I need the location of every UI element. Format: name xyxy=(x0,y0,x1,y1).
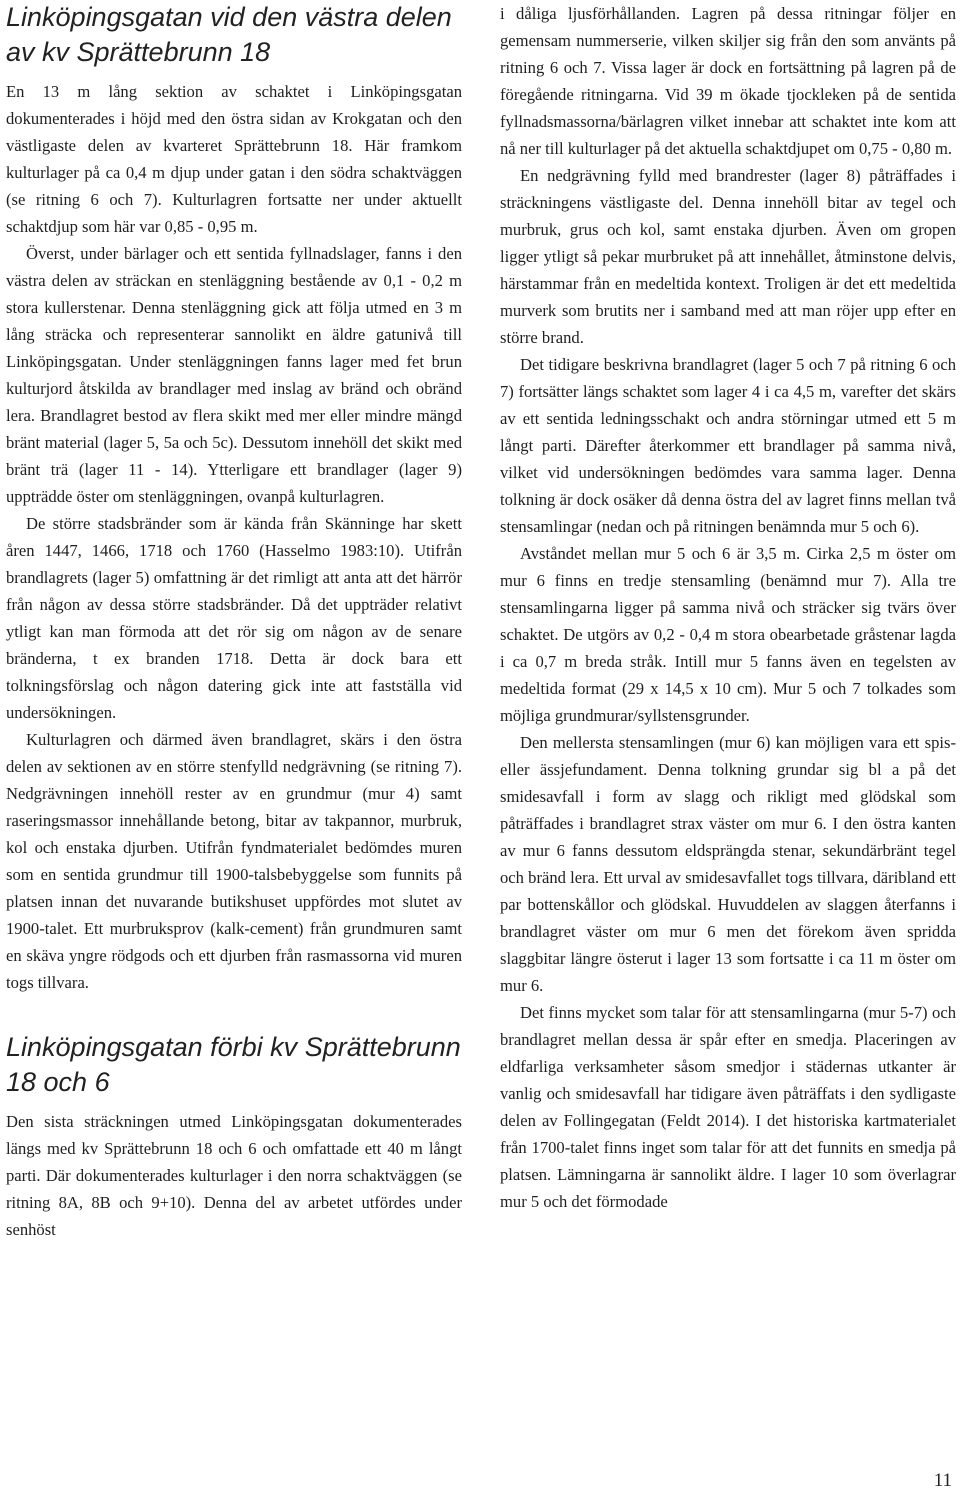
page-number: 11 xyxy=(933,1470,952,1491)
paragraph: Det tidigare beskrivna brandlagret (lager 5 och 7 på ritning 6 och 7) fortsätter längs schaktet som lager 4 i ca 4,5 m, varefter det skärs av ett sentida ledningsschakt och andra störningar utmed ett 5 m långt parti. Därefter återkommer ett brandlager på samma nivå, vilket vid undersökningen bedömdes vara samma lager. Denna tolkning är dock osäker då denna östra del av lagret finns mellan två stensamlingar (nedan och på ritningen benämnda mur 5 och 6). xyxy=(500,355,956,536)
paragraph: i dåliga ljusförhållanden. Lagren på dessa ritningar följer en gemensam nummerserie, vilken skiljer sig från den som använts på ritning 6 och 7. Vissa lager är dock en fortsättning på lagren på de föregående ritningarna. Vid 39 m ökade tjockleken på de sentida fyllnadsmassorna/bärlagren vilket innebar att schaktet inte kom att nå ner till kulturlager på det aktuella schaktdjupet om 0,75 - 0,80 m. xyxy=(500,4,956,158)
section-heading-1: Linköpingsgatan vid den västra delen av kv Sprättebrunn 18 xyxy=(6,2,452,68)
paragraph: En 13 m lång sektion av schaktet i Linköpingsgatan dokumenterades i höjd med den östra sidan av Krokgatan och den västligaste delen av kvarteret Sprättebrunn 18. Här framkom kulturlager på ca 0,4 m djup under gatan i den södra schaktväggen (se ritning 6 och 7). Kulturlagren fortsatte ner under aktuellt schaktdjup som här var 0,85 - 0,95 m. xyxy=(6,82,462,237)
paragraph: Det finns mycket som talar för att stensamlingarna (mur 5-7) och brandlagret mellan dessa är spår efter en smedja. Placeringen av eldfarliga verksamheter såsom smedjor i städernas utkanter är vanlig och smidesavfall har tidigare även påträffats i den sydligaste delen av Follingegatan (Feldt 2014). I det historiska kartmaterialet från 1700-talet finns inget som talar för att det funnits en smedja på platsen. Lämningarna är sannolikt äldre. I lager 10 som överlagrar mur 5 och det förmodade xyxy=(500,1003,956,1211)
paragraph: Den mellersta stensamlingen (mur 6) kan möjligen vara ett spis- eller ässjefundament. Denna tolkning grundar sig bl a på det smidesavfall i form av slagg och rikligt med glödskal som påträffades i brandlagret strax väster om mur 6. I den östra kanten av mur 6 fanns dessutom eldsprängda stenar, sekundärbränt tegel och bränd lera. Ett urval av smidesavfallet togs tillvara, däribland ett par bottenskållor och glödskal. Huvuddelen av slaggen återfanns i brandlagret väster om mur 6 men det förekom även spridda slaggbitar längre österut i lager 13 som fortsatte i ca 11 m öster om mur 6. xyxy=(500,733,956,995)
paragraph: En nedgrävning fylld med brandrester (lager 8) påträffades i sträckningens västligaste del. Denna innehöll bitar av tegel och murbruk, grus och kol, samt enstaka djurben. Även om gropen ligger ytligt så pekar murbruket på att innehållet, åtminstone delvis, härstammar från en medeltida kontext. Troligen är det ett medeltida murverk som brutits ner i samband med att man röjer upp efter en större brand. xyxy=(500,166,956,347)
section-heading-2: Linköpingsgatan förbi kv Sprättebrunn 18 och 6 xyxy=(6,1032,461,1098)
paragraph: Den sista sträckningen utmed Linköpingsgatan dokumenterades längs med kv Sprättebrunn 18 och 6 och omfattade ett 40 m långt parti. Där dokumenterades kulturlager i den norra schaktväggen (se ritning 8A, 8B och 9+10). Denna del av arbetet utfördes under senhöst xyxy=(6,1112,462,1240)
paragraph: De större stadsbränder som är kända från Skänninge har skett åren 1447, 1466, 1718 och 1760 (Hasselmo 1983:10). Utifrån brandlagrets (lager 5) omfattning är det rimligt att anta att det härrör från någon av dessa större stadsbränder. Då det uppträder relativt ytligt kan man förmoda att det rör sig om någon av de senare bränderna, t ex branden 1718. Detta är dock bara ett tolkningsförslag och någon datering gick inte att fastställa vid undersökningen. xyxy=(6,514,462,723)
paragraph: Kulturlagren och därmed även brandlagret, skärs i den östra delen av sektionen av en större stenfylld nedgrävning (se ritning 7). Nedgrävningen innehöll rester av en grundmur (mur 4) samt raseringsmassor innehållande betong, bitar av takpannor, murbruk, kol och enstaka djurben. Utifrån fyndmaterialet bedömdes muren som en sentida grundmur till 1900-talsbebyggelse som funnits på platsen innan det nuvarande butikshuset uppfördes mot slutet av 1900-talet. Ett murbruksprov (kalk-cement) från grundmuren samt en skäva yngre rödgods och ett djurben från rasmassorna vid muren togs tillvara. xyxy=(6,730,462,993)
right-column xyxy=(500,0,956,1215)
paragraph: Avståndet mellan mur 5 och 6 är 3,5 m. Cirka 2,5 m öster om mur 6 finns en tredje stensamling (benämnd mur 7). Alla tre stensamlingarna ligger på samma nivå och sträcker sig tvärs över schaktet. De utgörs av 0,2 - 0,4 m stora obearbetade gråstenar lagda i ca 0,7 m breda stråk. Intill mur 5 fanns även en tegelsten av medeltida format (29 x 14,5 x 10 cm). Mur 5 och 7 tolkades som möjliga grundmurar/syllstensgrunder. xyxy=(500,544,956,725)
left-column xyxy=(6,0,462,1243)
paragraph: Överst, under bärlager och ett sentida fyllnadslager, fanns i den västra delen av sträckan en stenläggning bestående av 0,1 - 0,2 m stora kullerstenar. Denna stenläggning gick att följa utmed en 3 m lång sträcka och representerar sannolikt en äldre gatunivå till Linköpingsgatan. Under stenläggningen fanns lager med fet brun kulturjord åtskilda av brandlager med inslag av bränd och obränd lera. Brandlagret bestod av flera skikt med mer eller mindre mängd bränt material (lager 5, 5a och 5c). Dessutom innehöll det skikt med bränt trä (lager 11 - 14). Ytterligare ett brandlager (lager 9) uppträdde öster om stenläggningen, ovanpå kulturlagren. xyxy=(6,244,462,507)
